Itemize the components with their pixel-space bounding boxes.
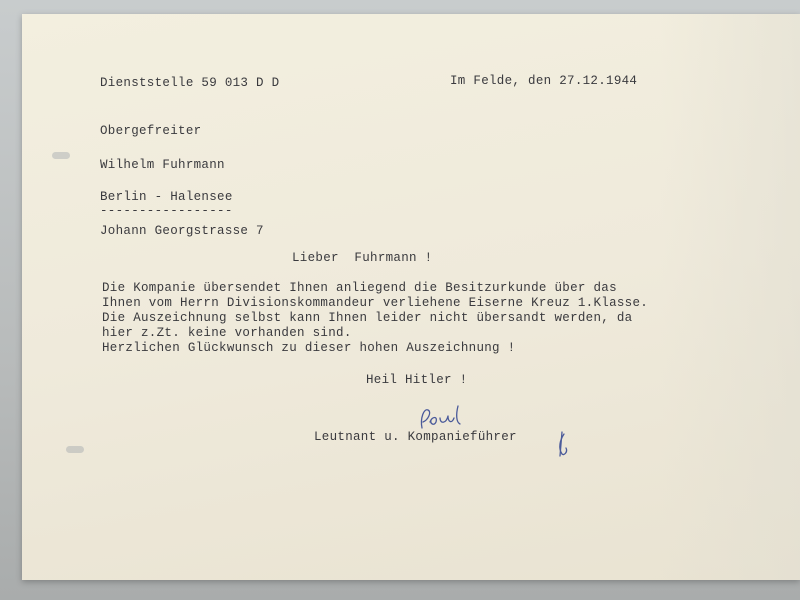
- salutation: Lieber Fuhrmann !: [292, 251, 433, 265]
- recipient-city: Berlin - Halensee: [100, 190, 233, 204]
- address-underline: -----------------: [100, 204, 233, 218]
- recipient-rank: Obergefreiter: [100, 124, 202, 138]
- closing-line: Heil Hitler !: [366, 373, 468, 387]
- paper-mark: [52, 152, 70, 159]
- paper-mark: [66, 446, 84, 453]
- letter-body: Die Kompanie übersendet Ihnen anliegend die Besitzurkunde über das Ihnen vom Herrn Divisionskommandeur verliehene Eiserne Kreuz 1.Klasse. Die Auszeichnung selbst kann Ihnen leider nicht übersandt werden, da hier z.Zt. keine vorhanden sind. Herzlichen Glückwunsch zu dieser hohen Auszeichnung !: [102, 281, 649, 355]
- paper-shadow: [660, 14, 800, 580]
- place-date: Im Felde, den 27.12.1944: [450, 74, 638, 88]
- recipient-street: Johann Georgstrasse 7: [100, 224, 264, 238]
- signature-title: Leutnant u. Kompanieführer: [314, 430, 517, 444]
- recipient-name: Wilhelm Fuhrmann: [100, 158, 225, 172]
- office-header: Dienststelle 59 013 D D: [100, 76, 280, 90]
- handwritten-signature: [414, 404, 582, 458]
